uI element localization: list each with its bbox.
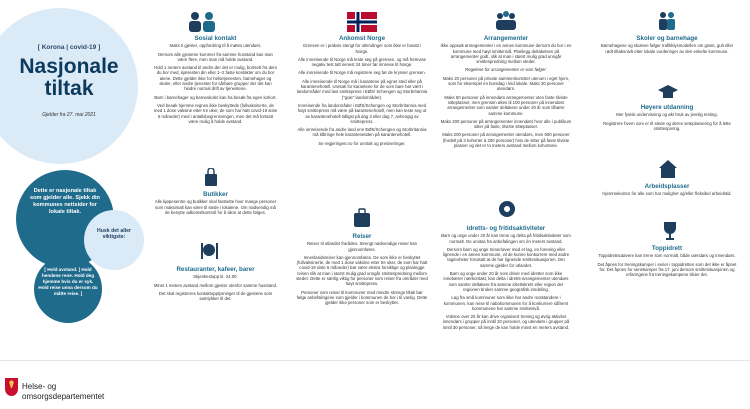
section-arbeid	[597, 184, 737, 200]
section-idrett	[440, 226, 572, 333]
ball-icon	[497, 199, 517, 221]
section-sosial	[153, 36, 278, 127]
section-title: Reiser	[352, 233, 372, 240]
section-title: Butikker	[203, 191, 228, 198]
paragraph: Regelene for arrangementer er som følger:	[465, 67, 547, 73]
children-icon	[656, 10, 678, 32]
paragraph: Mer fysisk undervisning og økt bruk av jevnlig testing.	[616, 112, 718, 118]
paragraph: Alle innreisende til Norge må i karantene på egnet sted eller på karantenehotell. Unntak for karantene for de som bare har vært i landområder med lavt smittepress i EØS/ Schengen og Storbritannia ("gule" landområder).	[296, 78, 428, 100]
paragraph: Barn og unge under 20 år som driver med idretter som ikke innebærer nærkontakt, kan delta i idretts-arrangementer utendørs som samler deltakere fra samme idrettskrets eller region der regionen bruker samme geografisk inndeling.	[443, 271, 569, 292]
paragraph: Maks ti gjester, oppfordring til å møtes utendørs.	[169, 43, 262, 49]
paragraph: Alle innreisende fra andre land enn EØS/Schengen og Storbritannia må tilbringe hele karantenetiden på karantenehotell.	[297, 127, 427, 138]
section-title: Ankomst Norge	[338, 35, 386, 42]
paragraph: Barn og unge under 20 år kan trene og delta på fritidsaktiviteter som normalt. De unntas fra anbefalingen om én meters avstand.	[441, 233, 571, 244]
paragraph: Barn i barnehager og barneskoler kan ha besøk fra egen kohort.	[154, 94, 277, 100]
logo-line-1: Helse- og	[22, 382, 57, 391]
paragraph: Maks 50 personer på innendørs arrangementer uten faste tilviste sitteplasser, men grensen økes til 100 personer på innendørs arrangementer som samler deltakere under 20 år som tilhører samme kommune.	[444, 94, 568, 116]
paragraph: Ikke oppsøk arrangementer i en annen kommune dersom du bor i en kommune med høyt smittenivå. Planlegg deltakelsen på arrangementer godt, slik at man i størst mulig grad unngår smittespredning mellom steder.	[440, 43, 572, 65]
section-title: Toppidrett	[651, 245, 683, 252]
trophy-icon	[661, 220, 679, 242]
section-title: Høyere utdanning	[640, 104, 694, 111]
shopping-bag-icon	[203, 168, 219, 186]
paragraph: Alle innreisende til Norge må registrere seg før de krysser grensen.	[298, 70, 426, 76]
title-line-1: Nasjonale	[19, 55, 119, 78]
coat-of-arms-icon	[4, 377, 19, 399]
section-reiser	[296, 234, 428, 309]
paragraph: Maks 200 personer på arrangementer innendørs hvor alle i publikum sitter på faste, tilviste sitteplasser.	[440, 118, 572, 130]
people-icon	[185, 10, 219, 32]
paragraph: Maks 200 personer på arrangementer utendørs, men 600 personer (fordelt på 3 kohorter à 200 personer) hvis de sitter på faste tilviste plasser og det er to meters avstand mellom kohortene.	[442, 132, 570, 149]
paragraph: Ved besøk hjemme regnes ikke beskyttede (fullvaksinerte, de med 1 dose vaksine etter tre uker, de som har hatt covid-19 siste 6 måneder) med i antallsbegrensningen, men det må fortsatt være mulig å holde avstand.	[153, 102, 278, 124]
paragraph: Det skal registreres kontaktopplysninger til de gjestene som samtykker til det.	[158, 290, 273, 302]
tagline: [ Korona | covid-19 ]	[37, 44, 101, 51]
info-bubble-small: Husk det aller viktigste:	[84, 210, 144, 270]
section-hoyere	[597, 105, 737, 134]
graduation-cap-icon	[657, 84, 679, 100]
suitcase-icon	[353, 208, 371, 228]
paragraph: Alle innreisende til Norge må teste seg på grensen, og må fremvise negativ test tatt senest 24 timer før innreise til Norge.	[297, 56, 427, 68]
paragraph: Innenlandsreiser kan gjennomføres. De som ikke er beskyttet (fullvaksinerte, de med 1 dose vaksine etter tre uker, de som har hatt covid-19 siste 6 måneder) bør være ekstra forsiktige og planlegge reisen slik at man i størst mulig grad unngår smittespredning mellom steder. Dette er særlig viktig for personer som reiser fra områder med høyt smittepress.	[296, 254, 428, 287]
paragraph: Det åpnes for treningskamper i serier i toppidretten som det ikke er åpnet for. Det åpnes for seriekamper fra 17. juni dersom smittesituasjonen og erfaringene fra treningskampene tilsier det.	[597, 261, 737, 278]
paragraph: Skjenkestopp kl. 24.00.	[193, 274, 238, 280]
paragraph: Dersom barn og unge trener/øver med et lag, en forening eller lignende i en annen kommune, vil de kunne konkurrere med andre lag/enheter forutsatt at de har lignende smittesituasjonen. Det samme gjelder for utlandet.	[442, 246, 570, 268]
info-bubble-rules: [ Hold avstand. ] Hold hendene rene. Hold deg hjemme hvis du er syk. Hold reise unna dersom du måtte reise. ]	[34, 255, 102, 323]
section-arrangementer	[440, 36, 572, 151]
paragraph: Registrere hvem som er til stede og deres seteplassering for å lette smittesporing.	[603, 120, 731, 131]
page-title	[0, 56, 138, 100]
home-office-icon	[657, 158, 679, 180]
info-bubble-large: Dette er nasjonale tiltak som gjelder alle. Sjekk din kommunes nettsider for lokale tiltak.	[16, 170, 114, 268]
paragraph: Reiser til utlandet frarådes. Strengt nødvendige reiser kan gjennomføres.	[306, 241, 418, 252]
paragraph: Dersom alle gjestene kommer fra samme husstand kan man være flere, men man må holde avstand.	[158, 51, 273, 62]
paragraph: Hold 1 meters avstand til andre der det er mulig, bortsett fra dem du bor med, kjæresten din eller 1–2 faste kontakter om du bor alene. Dette gjelder ikke for helsetjenesten, barnehager og skoler, eller andre tjenester for sårbare grupper der det kan hindre normal drift av tjenestene.	[154, 65, 277, 92]
paragraph: Se regjeringen.no for unntak og presiseringer.	[318, 140, 406, 146]
paragraph: Barnehagene og skolene følger trafikklysmodellen om grønt, gult eller rødt tiltaksnivå etter lokale vurderinger av den enkelte kommune.	[600, 43, 734, 54]
section-title: Sosial kontakt	[194, 35, 237, 42]
ministry-logo-text	[22, 382, 104, 402]
paragraph: Minst 1 meters avstand mellom gjester utenfor samme husstand.	[153, 282, 278, 288]
hero-circle	[0, 8, 138, 164]
title-line-2: tiltak	[44, 77, 94, 100]
paragraph: Lag fra små kommuner som ikke har andre motstandere i kommunen, kan reise til nabokommunen for å konkurrere såfremt kommunene har samme smittenivå.	[443, 295, 569, 311]
paragraph: Grensen er i praksis stengt for utlendinger som ikke er bosatt i Norge.	[302, 43, 422, 54]
paragraph: Toppidrettsutøvere kan trene som normalt, både utendørs og innendørs.	[598, 253, 736, 259]
section-title: Skoler og barnehage	[636, 35, 698, 42]
cutlery-icon	[197, 241, 221, 261]
section-ankomst	[296, 36, 428, 149]
crowd-icon	[494, 10, 518, 32]
section-title: Arbeidsplasser	[644, 183, 690, 190]
logo-line-2: omsorgsdepartementet	[22, 392, 105, 401]
paragraph: Voksne over 20 år kan drive organisert trening og øvrig aktivitet innendørs i grupper på inntil 20 personer, og utendørs i grupper på inntil 30 personer, så lenge de kan holde minst én meters avstand.	[442, 314, 570, 330]
valid-from: Gjelder fra 27. mai 2021	[42, 112, 96, 118]
paragraph: Alle kjøpesentre og butikker skal fastsette hvor mange personer som maksimalt kan være til stede i lokalene. Om nødvendig må de benytte adkomstkontroll for å sikre at dette følges.	[154, 199, 277, 215]
section-toppidrett	[597, 246, 737, 280]
section-title: Arrangementer	[483, 35, 529, 42]
section-title: Restauranter, kafeer, barer	[176, 266, 255, 273]
footer-divider	[0, 360, 750, 361]
paragraph: Hjemmekontor for alle som har mulighet og/eller fleksibel arbeidstid.	[602, 191, 732, 197]
paragraph: Personer som reiser til kommuner med mindre strenge tiltak bør følge anbefalingene som gjelder i kommunen de bor i til vanlig. Dette gjelder ikke personer som er beskyttet.	[296, 289, 428, 306]
section-butikker	[153, 192, 278, 218]
section-restauranter	[153, 267, 278, 304]
norwegian-flag-icon	[347, 12, 377, 32]
paragraph: Innreisende fra landområder i EØS/Schengen og Storbritannia med høyt smittepress må være på karantenehotell, men kan teste seg ut av karantenehotell tidligst på dag 3 eller dag 7, avhengig av smittepress.	[297, 102, 427, 124]
section-title: Idretts- og fritidsaktiviteter	[466, 225, 546, 232]
paragraph: Maks 20 personer på private sammenkomster utenom i eget hjem, som for eksempel en bursdag i leid lokale. Maks 30 personer utendørs.	[442, 75, 570, 92]
section-skoler	[597, 36, 737, 57]
